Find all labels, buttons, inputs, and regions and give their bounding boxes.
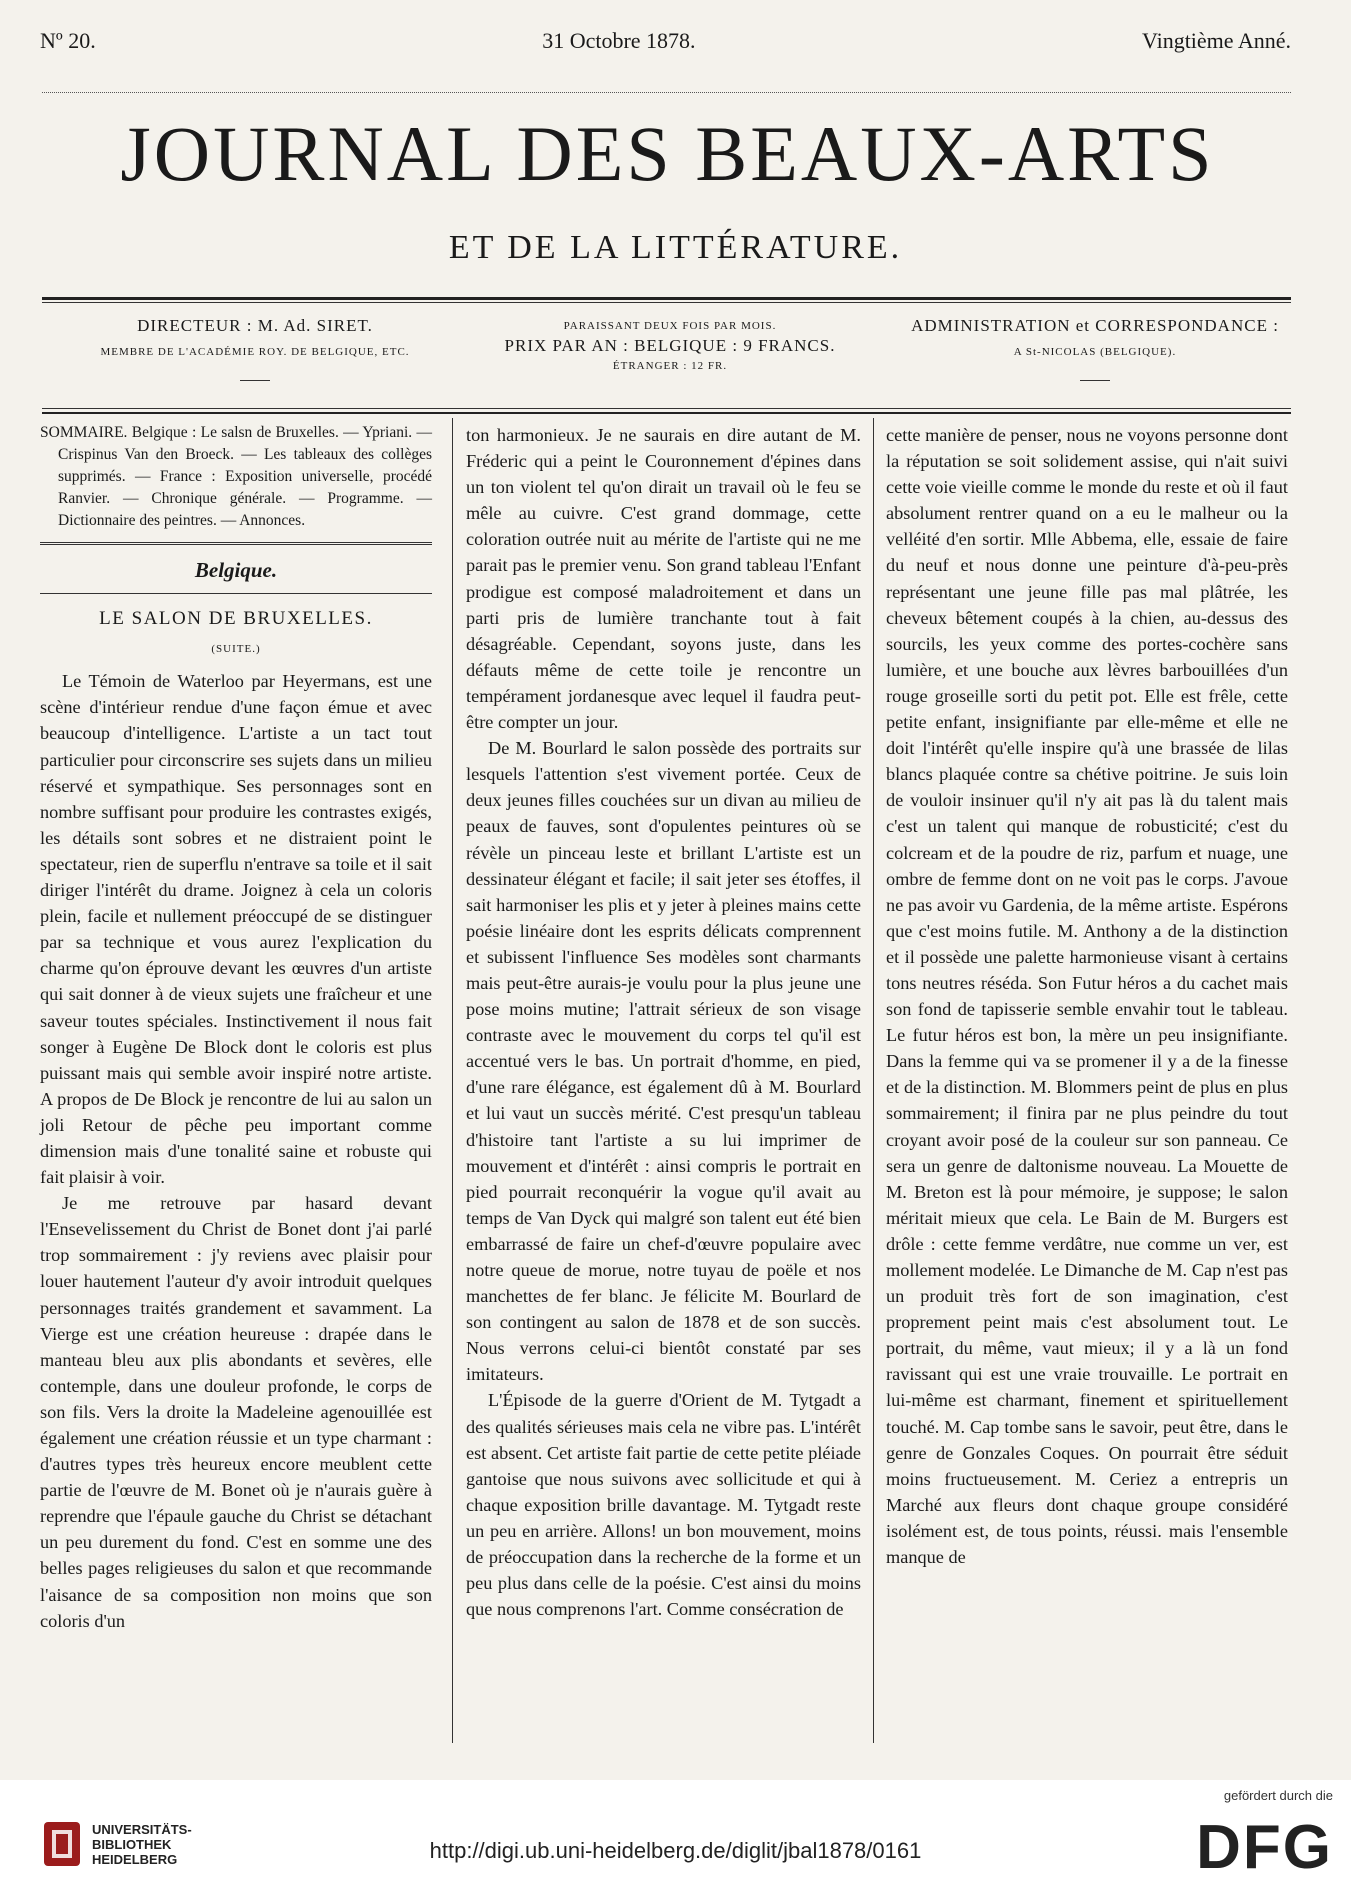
price-belgium: PRIX PAR AN : BELGIQUE : 9 FRANCS. xyxy=(504,336,836,355)
paragraph: Le Témoin de Waterloo par Heyermans, est une scène d'intérieur rendue d'une façon émue et avec beaucoup d'intelligence. L'artiste a un tact tout particulier pour circonscrire ses sujets dans un milieu réservé et sympathique. Ses personnages sont en nombre suffisant pour produire les contrastes exigés, les détails sont sobres et ne distraient point le spectateur, rien de superflu n'entrave sa toile et il sait diriger l'intérêt du drame. Joignez à cela un coloris plein, facile et nullement préoccupé de se distinguer par sa technique et vous aurez l'explication du charme qu'on éprouve devant les œuvres d'un artiste qui sait donner à de vieux sujets une fraîcheur et une saveur toutes spéciales. Instinctivement il nous fait songer à Eugène De Block dont le coloris est plus puissant mais qui semble avoir inspiré notre artiste. A propos de De Block je rencontre de lui au salon un joli Retour de pêche peu important comme dimension mais d'une tonalité saine et robuste qui fait plaisir à voir. xyxy=(40,671,432,1188)
administration-title: ADMINISTRATION et CORRESPONDANCE : xyxy=(911,316,1279,335)
paragraph: De M. Bourlard le salon possède des portraits sur lesquels l'attention s'est vivement portée. Ceux de deux jeunes filles couchées sur un divan au milieu de peaux de fauves, sont d'opulentes peintures où se révèle un pinceau leste et brillant L'artiste est un dessinateur élégant et facile; il sait jeter ses étoffes, il sait harmoniser les plis et y jeter à pleines mains cette poésie linéaire dont les esprits délicats comprennent et subissent l'influence Ses modèles sont charmants mais peut-être aurais-je voulu pour la plus jeune une pose moins mutine; l'attrait sérieux de son visage contraste avec le mouvement du corps tel qu'il est accentué vers le bas. Un portrait d'homme, en pied, d'une rare élégance, est également dû à M. Bourlard et lui vaut un succès mérité. C'est presqu'un tableau d'histoire tant l'artiste a su lui imprimer de mouvement et d'intérêt : ainsi compris le portrait en pied pourrait reconquérir la vogue qu'il avait au temps de Van Dyck qui malgré son talent eut été bien embarrassé de faire un chef-d'œuvre populaire avec notre queue de morue, notre tuyau de poële et nos manchettes de fer blanc. Je félicite M. Bourlard de son contingent au salon de 1878 et de son succès. Nous verrons celui-ci bientôt constaté par ses imitateurs. xyxy=(466,738,861,1385)
viewer-footer xyxy=(0,1780,1351,1898)
issue-date: 31 Octobre 1878. xyxy=(542,28,696,53)
paragraph: Je me retrouve par hasard devant l'Ensevelissement du Christ de Bonet dont j'ai parlé trop sommairement : j'y reviens avec plaisir pour louer hautement l'auteur d'y avoir introduit quelques personnages traités grandement et savamment. La Vierge est une création heureuse : drapée dans le manteau bleu aux plis abondants et sevères, elle contemple, dans une douleur profonde, le corps de son fils. Vers la droite la Madeleine agenouillée est également une création réussie et un type charmant : d'autres types très heureux encore meublent cette partie de l'œuvre de M. Bonet où je n'aurais guère à reprendre que l'épaule gauche du Christ se détachant un peu durement du fond. C'est en somme une des belles pages religieuses du salon et que recommande l'aisance de sa composition non moins que son coloris d'un xyxy=(40,1193,432,1631)
masthead-title: JOURNAL DES BEAUX-ARTS xyxy=(120,110,1215,197)
divider xyxy=(240,380,270,381)
column-separator xyxy=(873,418,874,1743)
columns-top-rule xyxy=(42,408,1291,409)
price-abroad: ÉTRANGER : 12 FR. xyxy=(612,360,728,372)
column-separator xyxy=(452,418,453,1743)
frequency: PARAISSANT DEUX FOIS PAR MOIS. xyxy=(563,320,777,332)
director-name: DIRECTEUR : M. Ad. SIRET. xyxy=(137,316,373,335)
top-rule xyxy=(42,92,1291,93)
dfg-logo[interactable]: DFG xyxy=(1196,1813,1333,1882)
divider xyxy=(40,593,432,594)
masthead-rule xyxy=(42,297,1291,300)
column-3 xyxy=(886,422,1288,1570)
section-heading: Belgique. xyxy=(194,558,278,582)
director-title: MEMBRE DE L'ACADÉMIE ROY. DE BELGIQUE, ETC. xyxy=(100,346,410,358)
funding-note: gefördert durch die xyxy=(1223,1788,1333,1803)
paragraph: ton harmonieux. Je ne saurais en dire autant de M. Fréderic qui a peint le Couronnement d'épines dans un ton violent tel qu'on dirait un travail où le feu se mêle au cuivre. C'est grand dommage, cette coloration outrée nuit au mérite de l'artiste qui ne me parait pas le premier venu. Son grand tableau l'Enfant prodigue est composé maladroitement et dans un parti pris de lumière tranchante tout à fait désagréable. Cependant, soyons juste, dans les défauts même de cette toile je rencontre un tempérament jordanesque avec lequel il faudra peut-être compter un jour. xyxy=(466,425,861,733)
director-info xyxy=(90,316,420,381)
pricing-info xyxy=(470,320,870,372)
table-of-contents: SOMMAIRE. Belgique : Le salsn de Bruxelles. — Ypriani. — Crispinus Van den Broeck. — Les tableaux des collèges supprimés. — France : Exposition universelle, procédé Ranvier. — Chronique générale. — Programme. — Dictionnaire des peintres. — Annonces. xyxy=(40,424,432,529)
divider xyxy=(40,542,432,545)
administration-address: A St-NICOLAS (BELGIQUE). xyxy=(1013,346,1177,358)
article-title: LE SALON DE BRUXELLES. xyxy=(99,608,373,630)
divider xyxy=(1080,380,1110,381)
library-name: UNIVERSITÄTS- BIBLIOTHEK HEIDELBERG xyxy=(92,1821,192,1867)
article-continuation: (SUITE.) xyxy=(211,643,261,656)
administration-info xyxy=(890,316,1300,381)
issue-line xyxy=(40,28,1291,54)
issue-number: Nº 20. xyxy=(40,28,96,53)
permalink[interactable]: http://digi.ub.uni-heidelberg.de/diglit/jbal1878/0161 xyxy=(429,1838,922,1863)
paragraph: L'Épisode de la guerre d'Orient de M. Tytgadt a des qualités sérieuses mais cela ne vibre pas. L'intérêt est absent. Cet artiste fait partie de cette petite pléiade gantoise que nous suivons avec sollicitude et qui à chaque exposition brille davantage. M. Tytgadt reste un peu en arrière. Allons! un bon mouvement, moins de préoccupation dans la recherche de la forme et un peu plus dans celle de la poésie. C'est ainsi du moins que nous comprenons l'art. Comme consécration de xyxy=(466,1390,861,1620)
column-2 xyxy=(466,422,861,1622)
masthead-subtitle: ET DE LA LITTÉRATURE. xyxy=(448,229,903,266)
paragraph: cette manière de penser, nous ne voyons personne dont la réputation se soit solidement assise, qui n'ait suivi cette voie vieille comme le monde du reste et où il faut absolument rentrer quand on a eu le malheur ou la velléité d'en sortir. Mlle Abbema, elle, essaie de faire du neuf et nous donne une peinture d'à-peu-près représentant une jeune fille pas mal plâtrée, les cheveux bêtement coupés à la chien, au-dessus des sourcils, les yeux comme des portes-cochère sans lumière, et une bouche aux lèvres barbouillées d'un rouge groseille sorti du petit pot. Elle est frêle, cette petite enfant, insignifiante par elle-même et elle ne doit l'intérêt qu'elle inspire qu'à une brassée de lilas blancs plaquée contre sa chétive poitrine. Je suis loin de vouloir insinuer qu'il n'y ait pas là du talent mais c'est un talent qui manque de robusticité; c'est du colcream et de la poudre de riz, parfum et nuage, une ombre de femme dont on ne voit pas le corps. J'avoue ne pas avoir vu Gardenia, de la même artiste. Espérons que c'est moins futile. M. Anthony a de la distinction et il possède une palette harmonieuse visant à certains tons neutres réséda. Son Futur héros a du cachet mais son fond de tapisserie semble envahir tout le tableau. Le futur héros est bon, la mère un peu insignifiante. Dans la femme qui va se promener il y a de la finesse et de la distinction. M. Blommers peint de plus en plus sommairement; il finira par ne plus peindre du tout croyant avoir posé de la couleur sur son panneau. Ce sera un genre de daltonisme nouveau. La Mouette de M. Breton est là pour mémoire, je suppose; le salon méritait mieux que cela. Le Bain de M. Burgers est drôle : cette femme verdâtre, nue comme un ver, est mollement modelée. Le Dimanche de M. Cap n'est pas un produit très fort de son imagination, c'est proprement peint mais c'est absolument tout. Le portrait, du même, vaut mieux; il y a là un fond ravissant qui est une vraie trouvaille. Le portrait en lui-même est charmant, finement et spirituellement touché. M. Cap tombe sans le savoir, peut être, dans le genre de Gonzales Coques. On pourrait être séduit moins fructueusement. M. Ceriez a entrepris un Marché aux fleurs dont chaque groupe considéré isolément est, de tous points, réussi. mais l'ensemble manque de xyxy=(886,425,1288,1568)
masthead-rule-thin xyxy=(42,302,1291,303)
column-1 xyxy=(40,422,432,1634)
columns-top-rule-thick xyxy=(42,412,1291,414)
issue-year: Vingtième Anné. xyxy=(1142,28,1291,53)
